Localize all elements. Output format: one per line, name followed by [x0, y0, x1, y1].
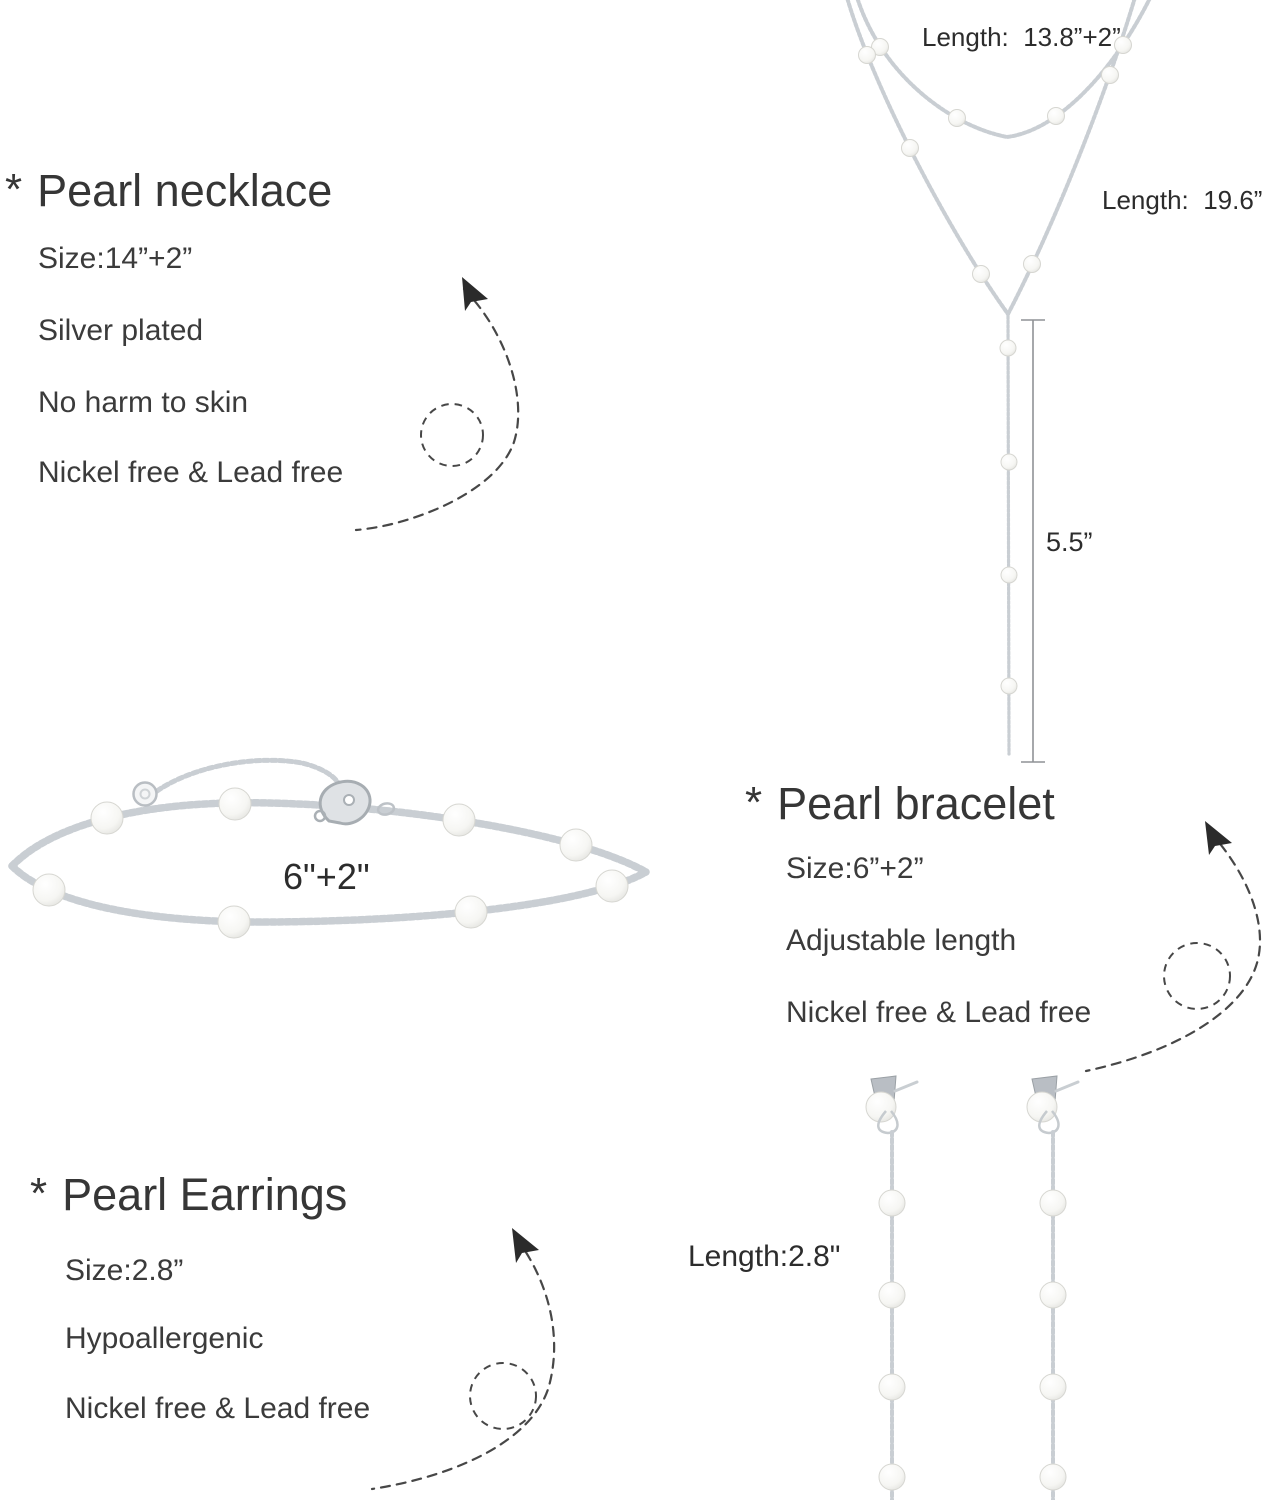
crystal-charm: [134, 783, 157, 806]
lobster-clasp: [315, 781, 370, 824]
pearl: [1001, 454, 1017, 470]
pearl: [1040, 1464, 1066, 1490]
bullet-asterisk: *: [745, 778, 763, 827]
pearl: [859, 47, 876, 64]
pearl: [1040, 1190, 1066, 1216]
earrings-section-heading: [30, 1170, 347, 1220]
earrings-feature: Nickel free & Lead free: [65, 1392, 371, 1425]
arrow-curve: [372, 1239, 554, 1489]
section-title: Pearl necklace: [37, 165, 333, 216]
pearl: [1024, 256, 1041, 273]
section-title: Pearl Earrings: [62, 1169, 348, 1220]
left-earring: [866, 1076, 917, 1500]
arrow-loop: [421, 404, 483, 466]
earrings-feature: Size:2.8”: [65, 1254, 184, 1287]
pearl: [443, 804, 475, 836]
arrow-curve: [1086, 832, 1260, 1071]
arrow-curve: [356, 289, 518, 530]
pearl: [596, 870, 628, 902]
bracelet-feature: Adjustable length: [786, 924, 1017, 957]
arrow-loop: [470, 1363, 536, 1429]
necklace-layer2-length-label: Length: 19.6”: [1102, 185, 1263, 215]
bracelet-extension-chain: [157, 760, 340, 791]
pearl: [1040, 1374, 1066, 1400]
necklace-feature: Silver plated: [38, 314, 204, 347]
arrow-head-icon: [462, 277, 488, 311]
bracelet-feature: Size:6”+2”: [786, 852, 924, 885]
pearl: [949, 110, 966, 127]
curved-arrow-bracelet: [1086, 821, 1260, 1071]
section-title: Pearl bracelet: [777, 778, 1055, 829]
pearl: [91, 802, 123, 834]
necklace-feature: Nickel free & Lead free: [38, 456, 344, 489]
earrings-length-label: Length:2.8": [688, 1240, 841, 1273]
pearl: [1001, 678, 1017, 694]
necklace-feature: Size:14”+2”: [38, 242, 193, 275]
drop-measure-line: [1021, 320, 1045, 762]
necklace-drop-length-label: 5.5”: [1046, 527, 1093, 557]
bullet-asterisk: *: [30, 1169, 48, 1218]
right-earring: [1027, 1076, 1078, 1500]
earrings-illustration: [866, 1076, 1078, 1500]
pearl: [219, 788, 251, 820]
necklace-feature: No harm to skin: [38, 386, 249, 419]
arrow-head-icon: [512, 1228, 539, 1263]
earring-post: [1056, 1082, 1078, 1091]
pearl: [879, 1374, 905, 1400]
earring-post: [895, 1082, 917, 1091]
pearl: [1001, 567, 1017, 583]
pearl: [218, 906, 250, 938]
pearl: [879, 1190, 905, 1216]
pearl: [1048, 108, 1065, 125]
pearl: [902, 140, 919, 157]
bracelet-illustration: [12, 760, 646, 938]
pearl: [1040, 1282, 1066, 1308]
pearl: [1000, 340, 1016, 356]
pearl: [455, 896, 487, 928]
pearl: [560, 829, 592, 861]
necklace-illustration: [846, 0, 1152, 762]
pearl: [879, 1282, 905, 1308]
pearl: [33, 874, 65, 906]
pearl: [879, 1464, 905, 1490]
bracelet-size-label: 6"+2": [283, 856, 370, 897]
arrow-loop: [1164, 943, 1230, 1009]
pearl: [973, 266, 990, 283]
necklace-layer1-length-label: Length: 13.8”+2”: [922, 22, 1121, 52]
curved-arrow-necklace: [356, 277, 518, 530]
bracelet-section-heading: [745, 779, 1055, 829]
arrow-head-icon: [1205, 821, 1232, 855]
curved-arrow-earrings: [372, 1228, 554, 1489]
pearl: [1102, 67, 1119, 84]
bracelet-feature: Nickel free & Lead free: [786, 996, 1092, 1029]
bullet-asterisk: *: [5, 165, 23, 214]
earrings-feature: Hypoallergenic: [65, 1322, 264, 1355]
necklace-section-heading: [5, 166, 332, 216]
